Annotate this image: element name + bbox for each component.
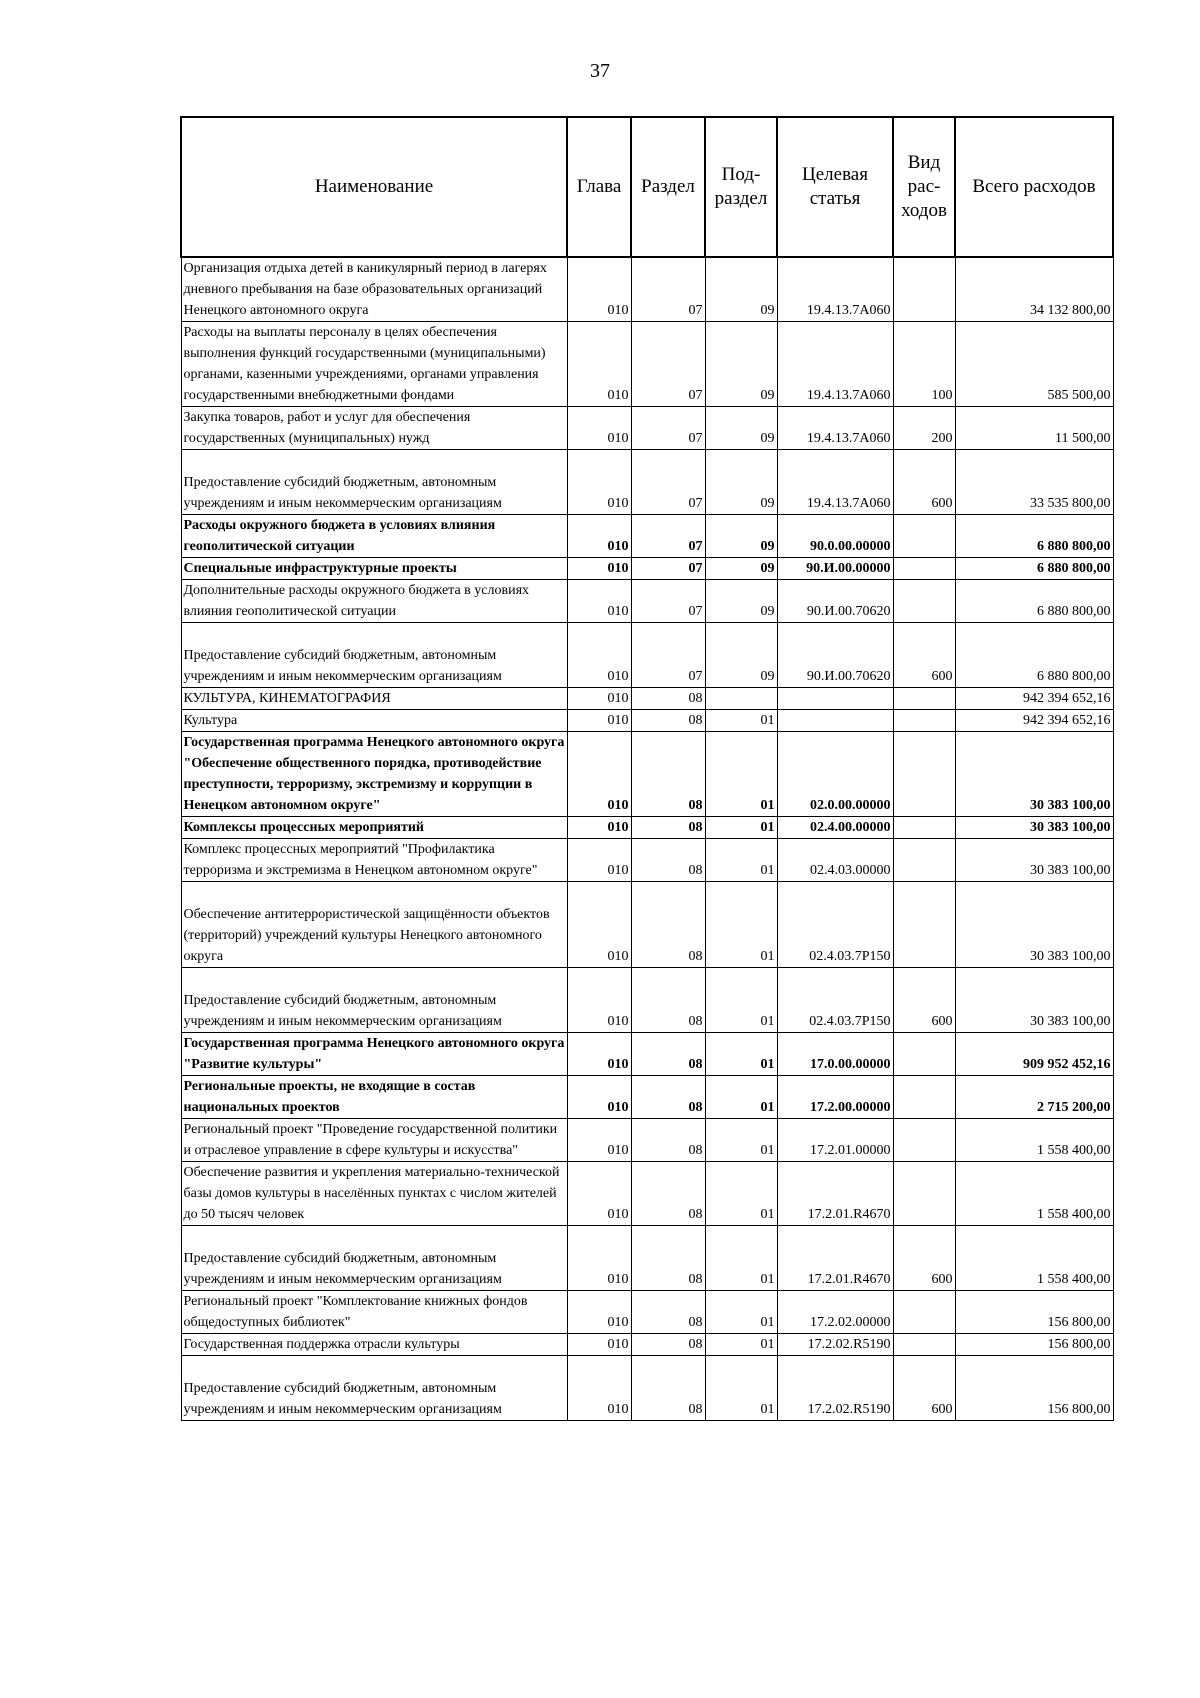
cell-name: Комплекс процессных мероприятий "Профилактика терроризма и экстремизма в Ненецком автономном округе" (181, 839, 567, 882)
cell-total: 1 558 400,00 (955, 1162, 1113, 1226)
cell-total: 1 558 400,00 (955, 1226, 1113, 1291)
cell-total: 2 715 200,00 (955, 1076, 1113, 1119)
cell-glava: 010 (567, 1291, 631, 1334)
cell-glava: 010 (567, 1119, 631, 1162)
cell-razdel: 08 (631, 1162, 705, 1226)
cell-razdel: 08 (631, 968, 705, 1033)
cell-vid (893, 710, 955, 732)
cell-tselevaya: 19.4.13.7A060 (777, 257, 893, 322)
cell-name: Предоставление субсидий бюджетным, автономным учреждениям и иным некоммерческим организациям (181, 623, 567, 688)
cell-name: Предоставление субсидий бюджетным, автономным учреждениям и иным некоммерческим организациям (181, 1356, 567, 1421)
cell-glava: 010 (567, 968, 631, 1033)
cell-total: 6 880 800,00 (955, 515, 1113, 558)
cell-name: Организация отдыха детей в каникулярный период в лагерях дневного пребывания на базе образовательных организаций Ненецкого автономного округа (181, 257, 567, 322)
cell-glava: 010 (567, 817, 631, 839)
cell-total: 11 500,00 (955, 407, 1113, 450)
cell-glava: 010 (567, 732, 631, 817)
page-number: 37 (590, 60, 610, 82)
cell-podrazdel: 01 (705, 968, 777, 1033)
cell-total: 942 394 652,16 (955, 688, 1113, 710)
cell-total: 156 800,00 (955, 1334, 1113, 1356)
table-row (181, 710, 1113, 732)
cell-total: 34 132 800,00 (955, 257, 1113, 322)
table-row (181, 688, 1113, 710)
cell-glava: 010 (567, 407, 631, 450)
cell-tselevaya: 19.4.13.7A060 (777, 450, 893, 515)
table-row (181, 1119, 1113, 1162)
cell-vid: 200 (893, 407, 955, 450)
table-row (181, 580, 1113, 623)
cell-podrazdel: 09 (705, 515, 777, 558)
cell-tselevaya: 17.2.01.00000 (777, 1119, 893, 1162)
cell-vid (893, 1076, 955, 1119)
cell-podrazdel: 01 (705, 1162, 777, 1226)
cell-glava: 010 (567, 450, 631, 515)
cell-name: Расходы на выплаты персоналу в целях обеспечения выполнения функций государственными (муниципальными) органами, казенными учреждениями, органами управления государственными внебюджетными фондами (181, 322, 567, 407)
cell-total: 156 800,00 (955, 1291, 1113, 1334)
header-razdel: Раздел (631, 117, 705, 257)
cell-razdel: 07 (631, 450, 705, 515)
cell-name: Обеспечение антитеррористической защищённости объектов (территорий) учреждений культуры Ненецкого автономного округа (181, 882, 567, 968)
cell-name: Культура (181, 710, 567, 732)
header-vid: Вид рас- ходов (893, 117, 955, 257)
cell-razdel: 07 (631, 580, 705, 623)
cell-total: 30 383 100,00 (955, 732, 1113, 817)
table-row (181, 817, 1113, 839)
cell-glava: 010 (567, 688, 631, 710)
cell-total: 30 383 100,00 (955, 882, 1113, 968)
cell-podrazdel: 01 (705, 1033, 777, 1076)
cell-tselevaya: 17.2.00.00000 (777, 1076, 893, 1119)
cell-razdel: 08 (631, 688, 705, 710)
cell-tselevaya: 90.И.00.70620 (777, 623, 893, 688)
table-row (181, 839, 1113, 882)
cell-total: 6 880 800,00 (955, 623, 1113, 688)
cell-glava: 010 (567, 710, 631, 732)
cell-vid (893, 882, 955, 968)
header-podrazdel: Под- раздел (705, 117, 777, 257)
cell-tselevaya: 17.2.02.R5190 (777, 1356, 893, 1421)
cell-vid (893, 515, 955, 558)
cell-razdel: 07 (631, 322, 705, 407)
cell-razdel: 08 (631, 1291, 705, 1334)
cell-tselevaya: 19.4.13.7A060 (777, 322, 893, 407)
cell-name: Комплексы процессных мероприятий (181, 817, 567, 839)
header-name: Наименование (181, 117, 567, 257)
cell-total: 33 535 800,00 (955, 450, 1113, 515)
cell-glava: 010 (567, 515, 631, 558)
cell-glava: 010 (567, 1162, 631, 1226)
cell-razdel: 08 (631, 1226, 705, 1291)
cell-razdel: 07 (631, 558, 705, 580)
cell-glava: 010 (567, 1334, 631, 1356)
table-row (181, 1033, 1113, 1076)
table-row (181, 1356, 1113, 1421)
cell-total: 1 558 400,00 (955, 1119, 1113, 1162)
table-row (181, 1291, 1113, 1334)
cell-podrazdel: 09 (705, 580, 777, 623)
cell-tselevaya: 02.0.00.00000 (777, 732, 893, 817)
cell-tselevaya: 90.И.00.70620 (777, 580, 893, 623)
cell-tselevaya: 17.0.00.00000 (777, 1033, 893, 1076)
cell-total: 909 952 452,16 (955, 1033, 1113, 1076)
table-row (181, 257, 1113, 322)
cell-podrazdel: 01 (705, 1119, 777, 1162)
cell-vid (893, 1162, 955, 1226)
cell-razdel: 08 (631, 1119, 705, 1162)
table-row (181, 558, 1113, 580)
cell-total: 6 880 800,00 (955, 558, 1113, 580)
table-row (181, 1162, 1113, 1226)
cell-total: 30 383 100,00 (955, 968, 1113, 1033)
cell-tselevaya: 17.2.01.R4670 (777, 1226, 893, 1291)
cell-glava: 010 (567, 623, 631, 688)
cell-glava: 010 (567, 1076, 631, 1119)
cell-name: Специальные инфраструктурные проекты (181, 558, 567, 580)
cell-podrazdel: 09 (705, 322, 777, 407)
cell-podrazdel: 01 (705, 1291, 777, 1334)
cell-name: Обеспечение развития и укрепления материально-технической базы домов культуры в населённых пунктах с числом жителей до 50 тысяч человек (181, 1162, 567, 1226)
cell-podrazdel: 01 (705, 1356, 777, 1421)
cell-glava: 010 (567, 322, 631, 407)
cell-glava: 010 (567, 882, 631, 968)
cell-podrazdel: 09 (705, 407, 777, 450)
cell-vid: 100 (893, 322, 955, 407)
cell-podrazdel: 01 (705, 1076, 777, 1119)
cell-tselevaya (777, 688, 893, 710)
cell-razdel: 07 (631, 515, 705, 558)
table-row (181, 882, 1113, 968)
cell-razdel: 08 (631, 1356, 705, 1421)
cell-tselevaya: 02.4.03.7P150 (777, 882, 893, 968)
cell-podrazdel: 01 (705, 710, 777, 732)
cell-glava: 010 (567, 580, 631, 623)
table-row (181, 623, 1113, 688)
cell-total: 30 383 100,00 (955, 817, 1113, 839)
cell-razdel: 08 (631, 1334, 705, 1356)
cell-name: Государственная поддержка отрасли культуры (181, 1334, 567, 1356)
cell-razdel: 08 (631, 839, 705, 882)
cell-name: КУЛЬТУРА, КИНЕМАТОГРАФИЯ (181, 688, 567, 710)
cell-vid (893, 732, 955, 817)
cell-razdel: 08 (631, 1076, 705, 1119)
cell-podrazdel: 09 (705, 257, 777, 322)
cell-vid (893, 688, 955, 710)
cell-name: Предоставление субсидий бюджетным, автономным учреждениям и иным некоммерческим организациям (181, 968, 567, 1033)
cell-total: 585 500,00 (955, 322, 1113, 407)
cell-tselevaya: 02.4.00.00000 (777, 817, 893, 839)
header-tselevaya: Целевая статья (777, 117, 893, 257)
table-row (181, 1076, 1113, 1119)
cell-razdel: 07 (631, 623, 705, 688)
table-row (181, 732, 1113, 817)
cell-name: Государственная программа Ненецкого автономного округа "Обеспечение общественного порядка, противодействие преступности, терроризму, экстремизму и коррупции в Ненецком автономном округе" (181, 732, 567, 817)
cell-razdel: 07 (631, 407, 705, 450)
cell-podrazdel: 01 (705, 1334, 777, 1356)
table-row (181, 515, 1113, 558)
cell-vid: 600 (893, 1356, 955, 1421)
cell-total: 30 383 100,00 (955, 839, 1113, 882)
table-row (181, 450, 1113, 515)
cell-vid (893, 257, 955, 322)
cell-vid: 600 (893, 623, 955, 688)
cell-vid: 600 (893, 1226, 955, 1291)
cell-vid (893, 839, 955, 882)
cell-glava: 010 (567, 558, 631, 580)
cell-razdel: 08 (631, 732, 705, 817)
cell-tselevaya: 17.2.02.R5190 (777, 1334, 893, 1356)
cell-total: 156 800,00 (955, 1356, 1113, 1421)
cell-tselevaya: 19.4.13.7A060 (777, 407, 893, 450)
cell-tselevaya: 90.0.00.00000 (777, 515, 893, 558)
cell-glava: 010 (567, 1033, 631, 1076)
cell-tselevaya: 02.4.03.7P150 (777, 968, 893, 1033)
cell-podrazdel: 01 (705, 817, 777, 839)
cell-podrazdel: 01 (705, 882, 777, 968)
cell-tselevaya: 17.2.01.R4670 (777, 1162, 893, 1226)
table-row (181, 968, 1113, 1033)
cell-tselevaya: 17.2.02.00000 (777, 1291, 893, 1334)
cell-vid: 600 (893, 450, 955, 515)
cell-name: Закупка товаров, работ и услуг для обеспечения государственных (муниципальных) нужд (181, 407, 567, 450)
cell-vid (893, 1334, 955, 1356)
cell-vid (893, 1119, 955, 1162)
cell-name: Предоставление субсидий бюджетным, автономным учреждениям и иным некоммерческим организациям (181, 1226, 567, 1291)
cell-tselevaya: 02.4.03.00000 (777, 839, 893, 882)
cell-tselevaya: 90.И.00.00000 (777, 558, 893, 580)
cell-razdel: 08 (631, 1033, 705, 1076)
table-row (181, 322, 1113, 407)
cell-podrazdel: 01 (705, 732, 777, 817)
header-total: Всего расходов (955, 117, 1113, 257)
cell-podrazdel (705, 688, 777, 710)
cell-glava: 010 (567, 1356, 631, 1421)
cell-podrazdel: 09 (705, 623, 777, 688)
cell-vid: 600 (893, 968, 955, 1033)
cell-razdel: 08 (631, 710, 705, 732)
cell-name: Региональные проекты, не входящие в состав национальных проектов (181, 1076, 567, 1119)
cell-name: Государственная программа Ненецкого автономного округа "Развитие культуры" (181, 1033, 567, 1076)
table-header-row (181, 117, 1113, 257)
cell-razdel: 07 (631, 257, 705, 322)
header-glava: Глава (567, 117, 631, 257)
cell-vid (893, 817, 955, 839)
cell-vid (893, 558, 955, 580)
cell-razdel: 08 (631, 817, 705, 839)
cell-podrazdel: 01 (705, 839, 777, 882)
cell-glava: 010 (567, 839, 631, 882)
cell-vid (893, 1033, 955, 1076)
cell-podrazdel: 09 (705, 450, 777, 515)
cell-total: 942 394 652,16 (955, 710, 1113, 732)
table-row (181, 1226, 1113, 1291)
cell-razdel: 08 (631, 882, 705, 968)
cell-name: Дополнительные расходы окружного бюджета в условиях влияния геополитической ситуации (181, 580, 567, 623)
cell-name: Региональный проект "Комплектование книжных фондов общедоступных библиотек" (181, 1291, 567, 1334)
cell-name: Предоставление субсидий бюджетным, автономным учреждениям и иным некоммерческим организациям (181, 450, 567, 515)
cell-name: Расходы окружного бюджета в условиях влияния геополитической ситуации (181, 515, 567, 558)
cell-name: Региональный проект "Проведение государственной политики и отраслевое управление в сфере культуры и искусства" (181, 1119, 567, 1162)
cell-glava: 010 (567, 1226, 631, 1291)
cell-glava: 010 (567, 257, 631, 322)
table-row (181, 1334, 1113, 1356)
cell-podrazdel: 09 (705, 558, 777, 580)
table-body (181, 257, 1113, 1421)
budget-table (180, 116, 1114, 1421)
cell-vid (893, 580, 955, 623)
cell-vid (893, 1291, 955, 1334)
cell-total: 6 880 800,00 (955, 580, 1113, 623)
table-row (181, 407, 1113, 450)
cell-podrazdel: 01 (705, 1226, 777, 1291)
cell-tselevaya (777, 710, 893, 732)
